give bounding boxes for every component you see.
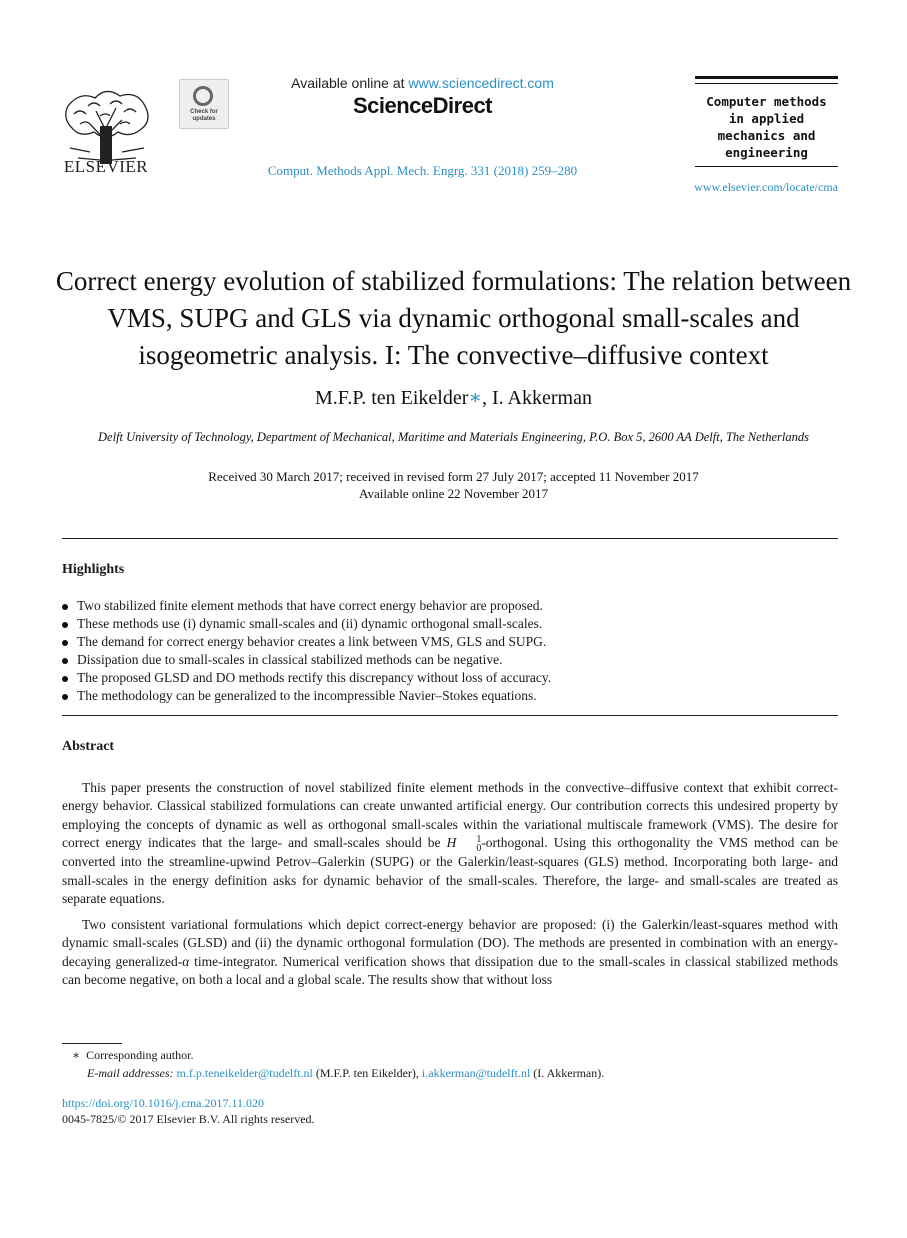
highlight-text: Dissipation due to small-scales in classical stabilized methods can be negative. — [77, 652, 503, 667]
journal-citation[interactable]: Comput. Methods Appl. Mech. Engrg. 331 (2018) 259–280 — [267, 163, 578, 178]
author-affiliation: Delft University of Technology, Department of Mechanical, Maritime and Materials Engineering, P.O. Box 5, 2600 AA Delft, The Netherlands — [98, 430, 809, 444]
journal-homepage-link[interactable]: www.elsevier.com/locate/cma — [694, 180, 838, 194]
highlight-item — [62, 687, 838, 705]
footnote-rule — [62, 1043, 122, 1044]
math-symbol: α — [182, 953, 190, 969]
math-superscript: 1 — [476, 834, 482, 846]
author-separator: , — [482, 387, 492, 409]
abstract-text: -orthogonal. Using this orthogonality the VMS method can be converted into the streamline-upwind Petrov–Galerkin (SUPG) or the Galerkin/least-squares (GLS) method. Incorporating both large- and small-scales in the energy definition asks for dynamic behavior of the small-scales. Therefore, the large- and small-scales are treated as separate equations. — [62, 835, 838, 907]
bullet-icon — [62, 604, 68, 610]
highlight-item — [62, 615, 838, 633]
check-for-updates-badge[interactable] — [179, 79, 229, 129]
section-divider — [62, 538, 838, 539]
masthead-rule — [695, 83, 838, 84]
bullet-icon — [62, 658, 68, 664]
highlight-text: The methodology can be generalized to the incompressible Navier–Stokes equations. — [77, 688, 537, 703]
article-title: Correct energy evolution of stabilized formulations: The relation between VMS, SUPG and GLS via dynamic orthogonal small-scales and isogeometric analysis. I: The convective–diffusive context — [55, 266, 852, 370]
check-updates-icon — [193, 86, 213, 106]
corresponding-author-marker[interactable]: ∗ — [468, 387, 482, 409]
email-label: E-mail addresses: — [87, 1066, 174, 1080]
doi-link[interactable]: https://doi.org/10.1016/j.cma.2017.11.020 — [62, 1096, 264, 1110]
copyright-notice: 0045-7825/© 2017 Elsevier B.V. All rights reserved. — [62, 1112, 315, 1126]
section-divider — [62, 715, 838, 716]
bullet-icon — [62, 676, 68, 682]
highlights-heading: Highlights — [62, 562, 125, 577]
corresponding-text: Corresponding author. — [86, 1048, 194, 1062]
author-name[interactable]: M.F.P. ten Eikelder — [315, 387, 469, 409]
highlight-text: These methods use (i) dynamic small-scales and (ii) dynamic orthogonal small-scales. — [77, 616, 543, 631]
corresponding-author-note — [72, 1048, 193, 1063]
journal-name-line: in applied — [728, 111, 805, 126]
highlight-item — [62, 633, 838, 651]
abstract-text: time-integrator. Numerical verification shows that dissipation due to the small-scales in classical stabilized methods can become negative, on both a local and a global scale. The results show that without loss — [62, 953, 838, 988]
sciencedirect-link[interactable]: www.sciencedirect.com — [408, 75, 554, 91]
article-dates — [50, 468, 857, 502]
abstract-paragraph — [62, 779, 838, 908]
math-subscript: 0 — [476, 843, 482, 855]
masthead-rule — [695, 76, 838, 79]
check-updates-label: Check for updates — [190, 109, 218, 122]
highlights-list — [62, 597, 838, 705]
highlight-text: The proposed GLSD and DO methods rectify this discrepancy without loss of accuracy. — [77, 670, 552, 685]
highlight-item — [62, 669, 838, 687]
footnote-marker: ∗ — [72, 1048, 81, 1062]
journal-name — [695, 93, 838, 161]
math-symbol: H — [446, 835, 457, 851]
masthead-rule — [695, 166, 838, 167]
sciencedirect-brand: ScienceDirect — [352, 93, 493, 118]
elsevier-wordmark: ELSEVIER — [63, 157, 149, 176]
bullet-icon — [62, 640, 68, 646]
email-link[interactable]: i.akkerman@tudelft.nl — [421, 1066, 531, 1080]
received-dates: Received 30 March 2017; received in revised form 27 July 2017; accepted 11 November 2017 — [208, 469, 699, 484]
bullet-icon — [62, 622, 68, 628]
author-name[interactable]: I. Akkerman — [492, 387, 592, 409]
highlight-item — [62, 597, 838, 615]
available-prefix: Available online at — [291, 75, 409, 91]
available-online-date: Available online 22 November 2017 — [359, 486, 548, 501]
sobolev-space-symbol — [446, 834, 482, 855]
journal-name-line: engineering — [725, 145, 808, 160]
highlight-item — [62, 651, 838, 669]
journal-name-line: Computer methods — [706, 94, 827, 109]
author-list — [50, 385, 857, 410]
abstract-paragraph — [62, 916, 838, 990]
email-link[interactable]: m.f.p.teneikelder@tudelft.nl — [176, 1066, 313, 1080]
abstract-text: Two consistent variational formulations which depict correct-energy behavior are proposed: (i) the Galerkin/least-squares method with dynamic small-scales (GLSD) and (ii) the dynamic orthogonal formulation (DO). The methods are presented in combination with an energy-decaying generalized- — [62, 917, 838, 969]
abstract-text: This paper presents the construction of novel stabilized finite element methods in the convective–diffusive context that exhibit correct-energy behavior. Classical stabilized formulations can create unwanted artificial energy. Our contribution corrects this undesired property by employing the concepts of dynamic as well as orthogonal small-scales within the variational multiscale framework (VMS). The desire for correct energy indicates that the large- and small-scales should be — [62, 780, 838, 851]
bullet-icon — [62, 694, 68, 700]
journal-name-line: mechanics and — [717, 128, 816, 143]
email-owner: (I. Akkerman). — [530, 1066, 605, 1080]
highlight-text: Two stabilized finite element methods that have correct energy behavior are proposed. — [77, 598, 543, 613]
abstract-heading: Abstract — [62, 739, 115, 754]
email-addresses-note — [87, 1066, 604, 1081]
highlight-text: The demand for correct energy behavior creates a link between VMS, GLS and SUPG. — [77, 634, 547, 649]
journal-masthead — [695, 74, 838, 170]
email-owner: (M.F.P. ten Eikelder), — [312, 1066, 422, 1080]
available-online-line — [260, 75, 585, 91]
